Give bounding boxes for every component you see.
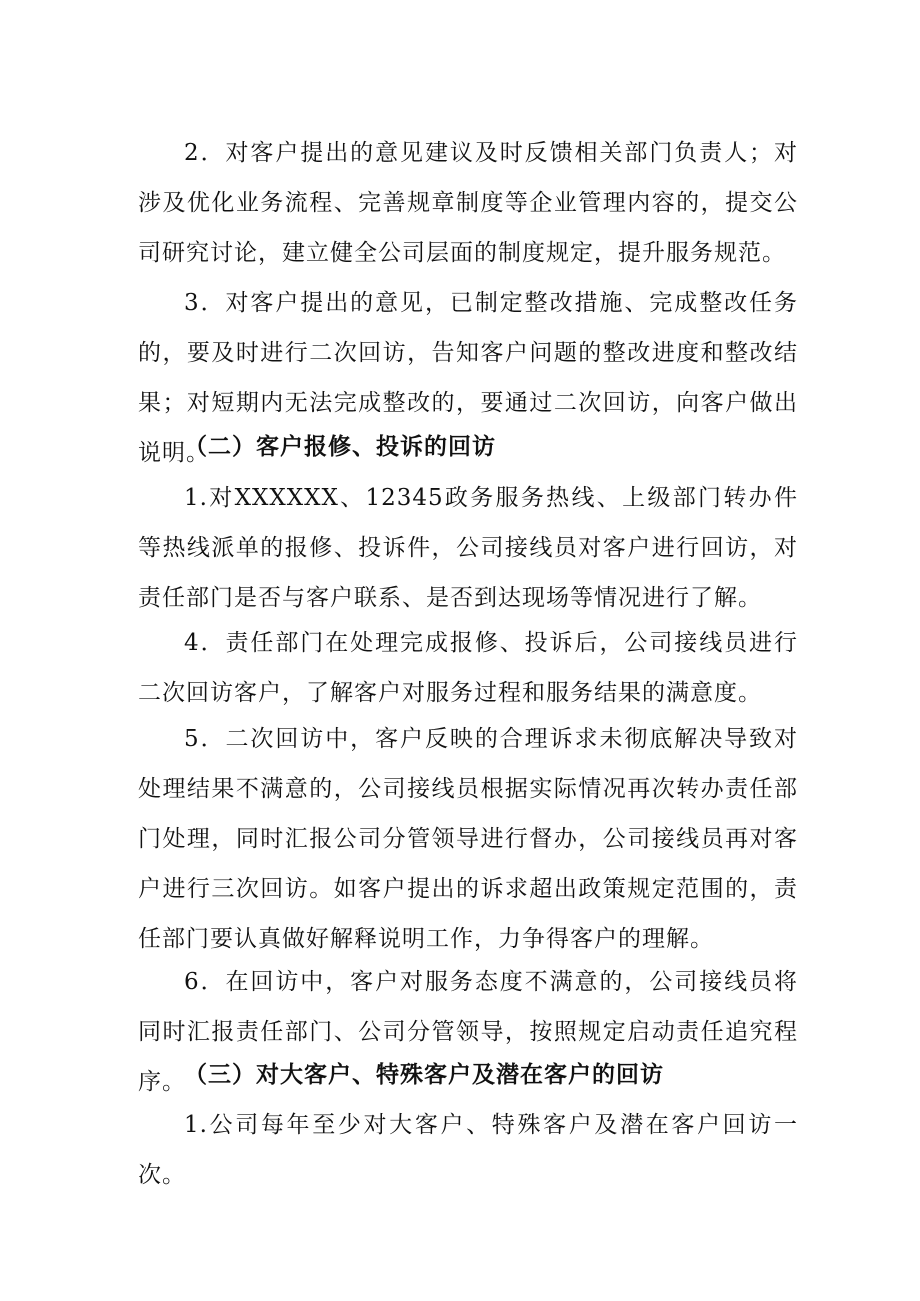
- section-heading-2: （二）客户报修、投诉的回访: [184, 433, 496, 460]
- paragraph-item-3: 3．对客户提出的意见，已制定整改措施、完成整改任务的，要及时进行二次回访，告知客户问题的整改进度和整改结果；对短期内无法完成整改的，要通过二次回访，向客户做出说明。: [138, 290, 798, 466]
- paragraph-item-4: 4．责任部门在处理完成报修、投诉后，公司接线员进行二次回访客户，了解客户对服务过程和服务结果的满意度。: [138, 630, 798, 706]
- paragraph-item-1: 1.对XXXXXX、12345政务服务热线、上级部门转办件等热线派单的报修、投诉件，公司接线员对客户进行回访，对责任部门是否与客户联系、是否到达现场等情况进行了解。: [138, 485, 798, 611]
- paragraph-item-5: 5．二次回访中，客户反映的合理诉求未彻底解决导致对处理结果不满意的，公司接线员根据实际情况再次转办责任部门处理，同时汇报公司分管领导进行督办，公司接线员再对客户进行三次回访。如客户提出的诉求超出政策规定范围的，责任部门要认真做好解释说明工作，力争得客户的理解。: [138, 726, 798, 952]
- section-heading-3: （三）对大客户、特殊客户及潜在客户的回访: [184, 1061, 664, 1088]
- paragraph-item-1-section3: 1.公司每年至少对大客户、特殊客户及潜在客户回访一次。: [138, 1112, 798, 1188]
- paragraph-item-2: 2．对客户提出的意见建议及时反馈相关部门负责人；对涉及优化业务流程、完善规章制度等企业管理内容的，提交公司研究讨论，建立健全公司层面的制度规定，提升服务规范。: [138, 140, 798, 266]
- paragraph-item-6: 6．在回访中，客户对服务态度不满意的，公司接线员将同时汇报责任部门、公司分管领导，按照规定启动责任追究程序。: [138, 969, 798, 1095]
